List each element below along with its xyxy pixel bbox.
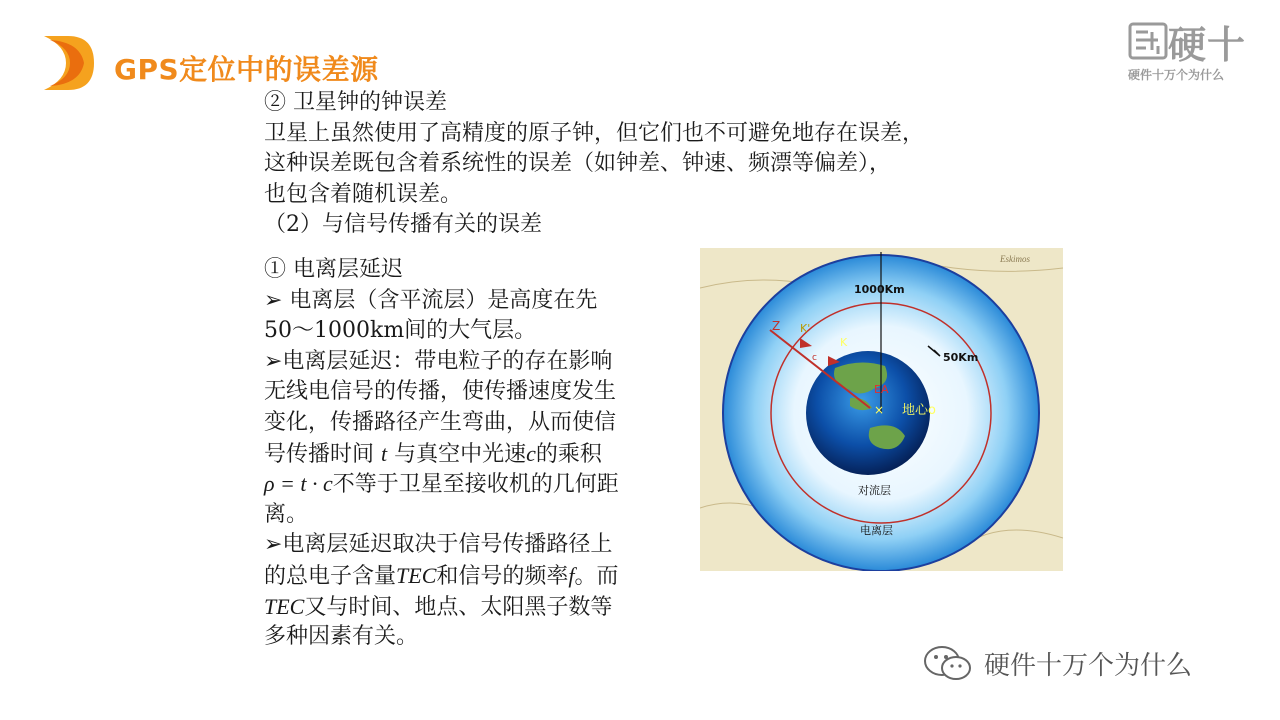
text-fragment: 和信号的频率: [436, 563, 569, 589]
text-line: ② 卫星钟的钟误差: [264, 90, 447, 115]
bullet-line: [264, 469, 704, 500]
bullet-line: 50～1000km间的大气层。: [264, 318, 537, 344]
bullet-line: ➢电离层延迟取决于信号传播路径上: [264, 532, 613, 558]
circuit-brand-icon: [1128, 20, 1168, 62]
section-heading: ① 电离层延迟: [264, 257, 403, 282]
variable-tec: TEC: [264, 593, 305, 619]
ionosphere-figure: [700, 248, 1063, 571]
body-text-narrow: [264, 255, 704, 653]
label-k: K: [840, 336, 848, 349]
label-ionosphere: 电离层: [860, 524, 893, 537]
brand-logo: [1128, 16, 1260, 86]
title-accent-icon: [40, 34, 96, 92]
text-fragment: 又与时间、地点、太阳黑子数等: [304, 594, 613, 620]
label-kprime: K': [800, 322, 811, 335]
label-z: Z: [772, 319, 781, 333]
bullet-line: [264, 439, 704, 470]
label-c: c: [812, 353, 817, 363]
label-50km: 50Km: [943, 351, 979, 364]
bullet-line: 多种因素有关。: [264, 624, 419, 650]
wechat-watermark: [922, 640, 1192, 686]
formula: ρ = t · c: [264, 471, 333, 497]
map-label: Eskimos: [1000, 254, 1030, 264]
text-line: 也包含着随机误差。: [264, 181, 463, 207]
label-center: 地心o: [902, 403, 936, 418]
variable-c: c: [526, 440, 536, 466]
bullet-line: ➢电离层延迟：带电粒子的存在影响: [264, 348, 613, 374]
text-fragment: 号传播时间: [264, 441, 381, 467]
text-fragment: 。而: [574, 563, 619, 589]
brand-logo-subtitle: 硬件十万个为什么: [1128, 68, 1225, 82]
brand-logo-text: 硬十: [1168, 23, 1247, 67]
bullet-line: ➢ 电离层（含平流层）是高度在先: [264, 287, 598, 313]
body-text-wide: [264, 88, 1064, 241]
text-line: （2）与信号传播有关的误差: [264, 212, 542, 238]
bullet-line: 无线电信号的传播，使传播速度发生: [264, 379, 617, 405]
text-fragment: 的乘积: [535, 441, 602, 467]
bullet-line: [264, 592, 704, 623]
text-line: 这种误差既包含着系统性的误差（如钟差、钟速、频漂等偏差），: [264, 151, 892, 177]
bullet-line: [264, 561, 704, 592]
variable-t: t: [381, 440, 388, 466]
text-fragment: 不等于卫星至接收机的几何距: [332, 472, 619, 498]
text-fragment: 与真空中光速: [387, 441, 527, 467]
label-troposphere: 对流层: [858, 484, 891, 497]
label-1000km: 1000Km: [854, 283, 905, 296]
text-line: 卫星上虽然使用了高精度的原子钟，但它们也不可避免地存在误差，: [264, 120, 925, 146]
label-ea: EA: [874, 383, 889, 396]
bullet-line: 变化，传播路径产生弯曲，从而使信: [264, 409, 617, 435]
variable-tec: TEC: [396, 562, 437, 588]
variable-f: f: [568, 562, 575, 588]
wechat-icon: [922, 643, 974, 683]
page-title: GPS定位中的误差源: [114, 53, 379, 86]
watermark-text: 硬件十万个为什么: [984, 650, 1193, 681]
center-mark: ×: [874, 403, 885, 417]
bullet-line: 离。: [264, 501, 309, 527]
text-fragment: 的总电子含量: [264, 563, 397, 589]
